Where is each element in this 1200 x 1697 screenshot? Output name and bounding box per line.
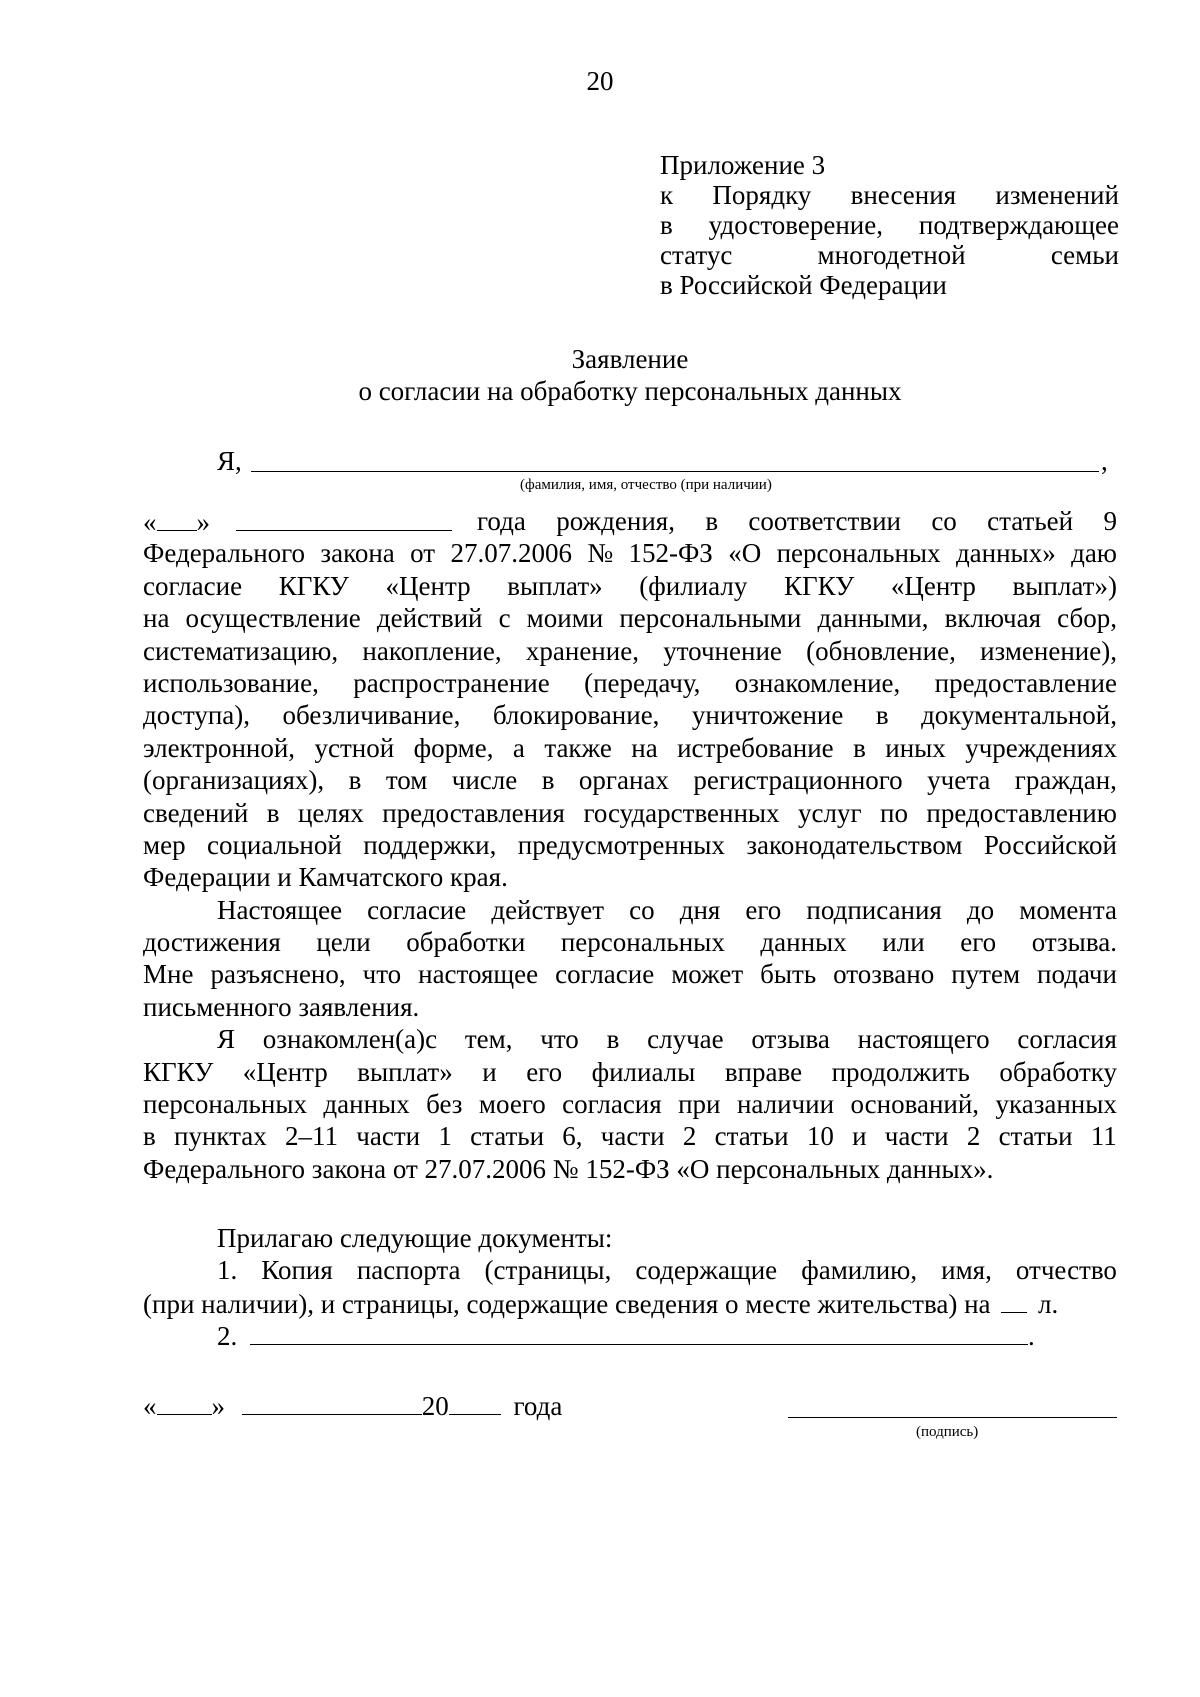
word: действует bbox=[491, 894, 605, 925]
word: внесения bbox=[850, 180, 957, 210]
paragraph2-line-1 bbox=[143, 895, 1117, 927]
consent-body bbox=[143, 506, 1117, 1186]
word: сведений bbox=[143, 797, 249, 828]
word: истребование bbox=[677, 732, 834, 763]
word: 1. bbox=[217, 1255, 238, 1286]
word: «Центр bbox=[385, 570, 471, 601]
word: предоставлению bbox=[926, 797, 1117, 828]
signature-caption: (подпись) bbox=[916, 1424, 979, 1440]
word: социальной bbox=[207, 829, 342, 860]
word: данных bbox=[760, 927, 847, 958]
word: сбор, bbox=[1057, 603, 1117, 634]
applicant-name-field[interactable] bbox=[251, 446, 1099, 472]
word: его bbox=[745, 894, 782, 925]
word: (обновление, bbox=[806, 635, 956, 666]
documents-heading: Прилагаю следующие документы: bbox=[217, 1223, 613, 1253]
word: настоящего bbox=[857, 1024, 990, 1055]
word: данных bbox=[323, 1089, 410, 1120]
word: подписания bbox=[806, 894, 942, 925]
word: и bbox=[852, 1121, 867, 1152]
paragraph1-line-2 bbox=[143, 571, 1117, 603]
word: продолжить bbox=[831, 1056, 970, 1087]
word: подачи bbox=[1037, 959, 1117, 990]
word: документальной, bbox=[921, 700, 1117, 731]
sign-day-field[interactable] bbox=[157, 1390, 212, 1415]
word: согласие bbox=[367, 894, 467, 925]
word: от bbox=[410, 538, 436, 569]
word: Копия bbox=[261, 1255, 333, 1286]
page-number: 20 bbox=[586, 66, 614, 96]
word: с bbox=[498, 603, 511, 634]
word: отзыва bbox=[751, 1024, 830, 1055]
word: в bbox=[348, 765, 362, 796]
word: форме, bbox=[413, 732, 494, 763]
word: отчество bbox=[1015, 1255, 1117, 1286]
word: включая bbox=[944, 603, 1042, 634]
word: достижения bbox=[143, 927, 281, 958]
paragraph1-line-3 bbox=[143, 603, 1117, 635]
word: паспорта bbox=[356, 1255, 461, 1286]
sign-month-field[interactable] bbox=[242, 1390, 422, 1415]
paragraph1-line-9 bbox=[143, 798, 1117, 830]
paragraph3-line-3 bbox=[143, 1089, 1117, 1121]
birth-month-field[interactable] bbox=[236, 506, 452, 531]
document-item-1-line-2: (при наличии), и страницы, содержащие сведения о месте жительства) на л. bbox=[143, 1288, 1059, 1319]
word: Российской bbox=[983, 829, 1117, 860]
word: части bbox=[884, 1121, 949, 1152]
word: в bbox=[660, 210, 673, 240]
paragraph1-line-8 bbox=[143, 765, 1117, 797]
word: согласие bbox=[555, 959, 655, 990]
paragraph-1 bbox=[143, 538, 1117, 862]
word: момента bbox=[1019, 894, 1117, 925]
word: 10 bbox=[806, 1121, 834, 1152]
word: учреждениях bbox=[965, 732, 1117, 763]
paragraph1-line-7 bbox=[143, 733, 1117, 765]
word: том bbox=[385, 765, 428, 796]
word: услуг bbox=[798, 797, 862, 828]
word: граждан, bbox=[1014, 765, 1117, 796]
word: также bbox=[544, 732, 612, 763]
word: доступа), bbox=[143, 700, 251, 731]
word: «О bbox=[728, 538, 762, 569]
word: изменений bbox=[995, 180, 1119, 210]
word: хранение, bbox=[525, 635, 639, 666]
word: согласие bbox=[143, 570, 243, 601]
paragraph1-line-6 bbox=[143, 700, 1117, 732]
sign-year-field[interactable] bbox=[449, 1390, 501, 1415]
word: 2 bbox=[682, 1121, 697, 1152]
applicant-caption: (фамилия, имя, отчество (при наличии) bbox=[520, 477, 772, 493]
word: Настоящее bbox=[217, 894, 343, 925]
word: в bbox=[143, 1121, 156, 1152]
word: Я bbox=[217, 1024, 236, 1055]
word: распространение bbox=[353, 667, 550, 698]
word: статьи bbox=[998, 1121, 1073, 1152]
word: в bbox=[875, 700, 889, 731]
word: ознакомлен(а)с bbox=[262, 1024, 438, 1055]
paragraph-3 bbox=[143, 1024, 1117, 1154]
word: 2 bbox=[966, 1121, 981, 1152]
word: данных» bbox=[955, 538, 1056, 569]
word: поддержки, bbox=[363, 829, 497, 860]
word: или bbox=[882, 927, 925, 958]
word: предоставления bbox=[382, 797, 565, 828]
word: Порядку bbox=[712, 180, 812, 210]
paragraph2-line-3 bbox=[143, 959, 1117, 991]
word: закона bbox=[320, 538, 395, 569]
applicant-prefix: Я, bbox=[217, 446, 242, 476]
birth-day-group: « » bbox=[143, 507, 210, 537]
word: № bbox=[587, 538, 614, 569]
word: наличии bbox=[736, 1089, 835, 1120]
word: (организациях), bbox=[143, 765, 325, 796]
word: 6, bbox=[562, 1121, 583, 1152]
word: выплат» bbox=[507, 570, 603, 601]
word: учета bbox=[927, 765, 991, 796]
appendix-line-3 bbox=[660, 210, 1119, 240]
word: цели bbox=[316, 927, 371, 958]
word: отзыва. bbox=[1031, 927, 1117, 958]
word: «Центр bbox=[242, 1056, 328, 1087]
word: на bbox=[143, 603, 170, 634]
word: в bbox=[705, 506, 719, 536]
word: может bbox=[671, 959, 744, 990]
birth-day-field[interactable] bbox=[157, 506, 197, 531]
title-line-2: о согласии на обработку персональных данных bbox=[358, 376, 902, 406]
word: Федерального bbox=[143, 538, 306, 569]
word: законодательством bbox=[746, 829, 963, 860]
paragraph2-line-2 bbox=[143, 927, 1117, 959]
word: 1 bbox=[438, 1121, 452, 1152]
word: обработки bbox=[406, 927, 526, 958]
word: в bbox=[853, 732, 866, 763]
word: части bbox=[356, 1121, 421, 1152]
word: регистрационного bbox=[693, 765, 903, 796]
word: его bbox=[526, 1056, 563, 1087]
appendix-title: Приложение 3 bbox=[660, 150, 826, 180]
word: действий bbox=[376, 603, 483, 634]
word: КГКУ bbox=[143, 1056, 214, 1087]
appendix-line-2 bbox=[660, 180, 1119, 210]
paragraph-2 bbox=[143, 895, 1117, 992]
word: 152-ФЗ bbox=[628, 538, 713, 569]
appendix-block bbox=[660, 150, 1119, 300]
word: блокирование, bbox=[492, 700, 660, 731]
word: 11 bbox=[1090, 1121, 1117, 1152]
paragraph1-line-5 bbox=[143, 668, 1117, 700]
word: моими bbox=[526, 603, 604, 634]
word: электронной, bbox=[143, 732, 296, 763]
word: уточнение bbox=[663, 635, 782, 666]
word: изменение), bbox=[980, 635, 1117, 666]
paragraph-1-last: Федерации и Камчатского края. bbox=[143, 862, 508, 893]
paragraph1-line-4 bbox=[143, 636, 1117, 668]
signature-field[interactable] bbox=[788, 1390, 1117, 1418]
word: филиалы bbox=[591, 1056, 696, 1087]
word: 27.07.2006 bbox=[450, 538, 572, 569]
word: без bbox=[426, 1089, 463, 1120]
word: статьи bbox=[714, 1121, 789, 1152]
word: статус bbox=[660, 240, 733, 270]
word: КГКУ bbox=[784, 570, 855, 601]
word: уничтожение bbox=[691, 700, 844, 731]
word: тем, bbox=[464, 1024, 513, 1055]
word: (страницы, bbox=[484, 1255, 612, 1286]
word: дня bbox=[679, 894, 721, 925]
word: мер bbox=[143, 829, 186, 860]
word: к bbox=[660, 180, 674, 210]
pages-count-field[interactable] bbox=[1001, 1288, 1027, 1313]
word: органах bbox=[578, 765, 669, 796]
word: статьи bbox=[470, 1121, 545, 1152]
word: статьей bbox=[987, 506, 1074, 536]
word: устной bbox=[314, 732, 395, 763]
word: выплат» bbox=[357, 1056, 453, 1087]
word: удостоверение, bbox=[708, 210, 883, 240]
paragraph3-line-1 bbox=[143, 1024, 1117, 1056]
word: Мне bbox=[143, 959, 194, 990]
word: года bbox=[477, 506, 526, 536]
document-title bbox=[0, 344, 1200, 408]
word: на bbox=[631, 732, 658, 763]
word: вправе bbox=[724, 1056, 803, 1087]
word: согласия bbox=[1017, 1024, 1117, 1055]
paragraph1-line-1 bbox=[143, 538, 1117, 570]
paragraph3-line-4 bbox=[143, 1121, 1117, 1153]
paragraph3-line-2 bbox=[143, 1057, 1117, 1089]
appendix-line-4 bbox=[660, 240, 1119, 270]
word: что bbox=[362, 959, 402, 990]
word: имя, bbox=[941, 1255, 992, 1286]
word: рождения, bbox=[556, 506, 675, 536]
date-signature-line: « » 20 года bbox=[143, 1390, 1117, 1420]
word: многодетной bbox=[817, 240, 966, 270]
word: соответствии bbox=[748, 506, 901, 536]
word: персональных bbox=[776, 538, 941, 569]
document-item-1-line-1 bbox=[143, 1255, 1117, 1287]
word: со bbox=[931, 506, 957, 536]
appendix-line-5: в Российской Федерации bbox=[660, 270, 947, 300]
word: пунктах bbox=[174, 1121, 267, 1152]
word: подтверждающее bbox=[918, 210, 1119, 240]
word: систематизацию, bbox=[143, 635, 339, 666]
word: указанных bbox=[995, 1089, 1117, 1120]
word: даю bbox=[1071, 538, 1117, 569]
word: персональными bbox=[619, 603, 802, 634]
word: государственных bbox=[583, 797, 780, 828]
word: со bbox=[629, 894, 655, 925]
word: иных bbox=[885, 732, 946, 763]
paragraph-3-last: Федерального закона от 27.07.2006 № 152-ФЗ «О персональных данных». bbox=[143, 1153, 994, 1184]
word: семьи bbox=[1050, 240, 1119, 270]
word: предусмотренных bbox=[517, 829, 725, 860]
word: обработку bbox=[999, 1056, 1117, 1087]
applicant-line bbox=[217, 446, 1117, 476]
word: обезличивание, bbox=[282, 700, 461, 731]
word: выплат») bbox=[1012, 570, 1117, 601]
word: данными, bbox=[817, 603, 929, 634]
documents-block bbox=[143, 1223, 1117, 1353]
word: персональных bbox=[560, 927, 725, 958]
word: моего bbox=[478, 1089, 546, 1120]
document-item-2-field[interactable] bbox=[250, 1320, 1028, 1345]
word: персональных bbox=[143, 1089, 307, 1120]
word: при bbox=[678, 1089, 721, 1120]
word: путем bbox=[951, 959, 1021, 990]
word: (филиалу bbox=[639, 570, 748, 601]
word: случае bbox=[647, 1024, 724, 1055]
birth-line-words bbox=[477, 506, 1117, 538]
word: в bbox=[606, 1024, 620, 1055]
word: быть bbox=[760, 959, 817, 990]
word: ознакомление, bbox=[734, 667, 901, 698]
word: содержащие bbox=[635, 1255, 778, 1286]
word: накопление, bbox=[362, 635, 502, 666]
word: в bbox=[541, 765, 555, 796]
word: оснований, bbox=[850, 1089, 980, 1120]
word: (передачу, bbox=[584, 667, 701, 698]
word: 2–11 bbox=[285, 1121, 339, 1152]
word: согласия bbox=[562, 1089, 662, 1120]
word: использование, bbox=[143, 667, 319, 698]
word: что bbox=[540, 1024, 579, 1055]
word: числе bbox=[451, 765, 518, 796]
word: отозвано bbox=[833, 959, 935, 990]
document-item-2: 2. . bbox=[217, 1321, 1035, 1352]
word: части bbox=[600, 1121, 665, 1152]
title-line-1: Заявление bbox=[571, 344, 689, 374]
word: в bbox=[266, 797, 280, 828]
word: по bbox=[880, 797, 908, 828]
paragraph-2-last: письменного заявления. bbox=[143, 991, 420, 1022]
word: «Центр bbox=[890, 570, 976, 601]
birth-line bbox=[143, 506, 1117, 538]
word: осуществление bbox=[185, 603, 361, 634]
paragraph1-line-10 bbox=[143, 830, 1117, 862]
word: его bbox=[960, 927, 997, 958]
word: целях bbox=[297, 797, 364, 828]
word: фамилию, bbox=[801, 1255, 918, 1286]
word: настоящее bbox=[418, 959, 539, 990]
word: а bbox=[512, 732, 525, 763]
word: разъяснено, bbox=[210, 959, 346, 990]
word: до bbox=[966, 894, 995, 925]
applicant-suffix: , bbox=[1101, 446, 1108, 476]
word: 9 bbox=[1103, 506, 1117, 536]
word: КГКУ bbox=[278, 570, 349, 601]
word: и bbox=[482, 1056, 497, 1087]
word: предоставление bbox=[934, 667, 1117, 698]
